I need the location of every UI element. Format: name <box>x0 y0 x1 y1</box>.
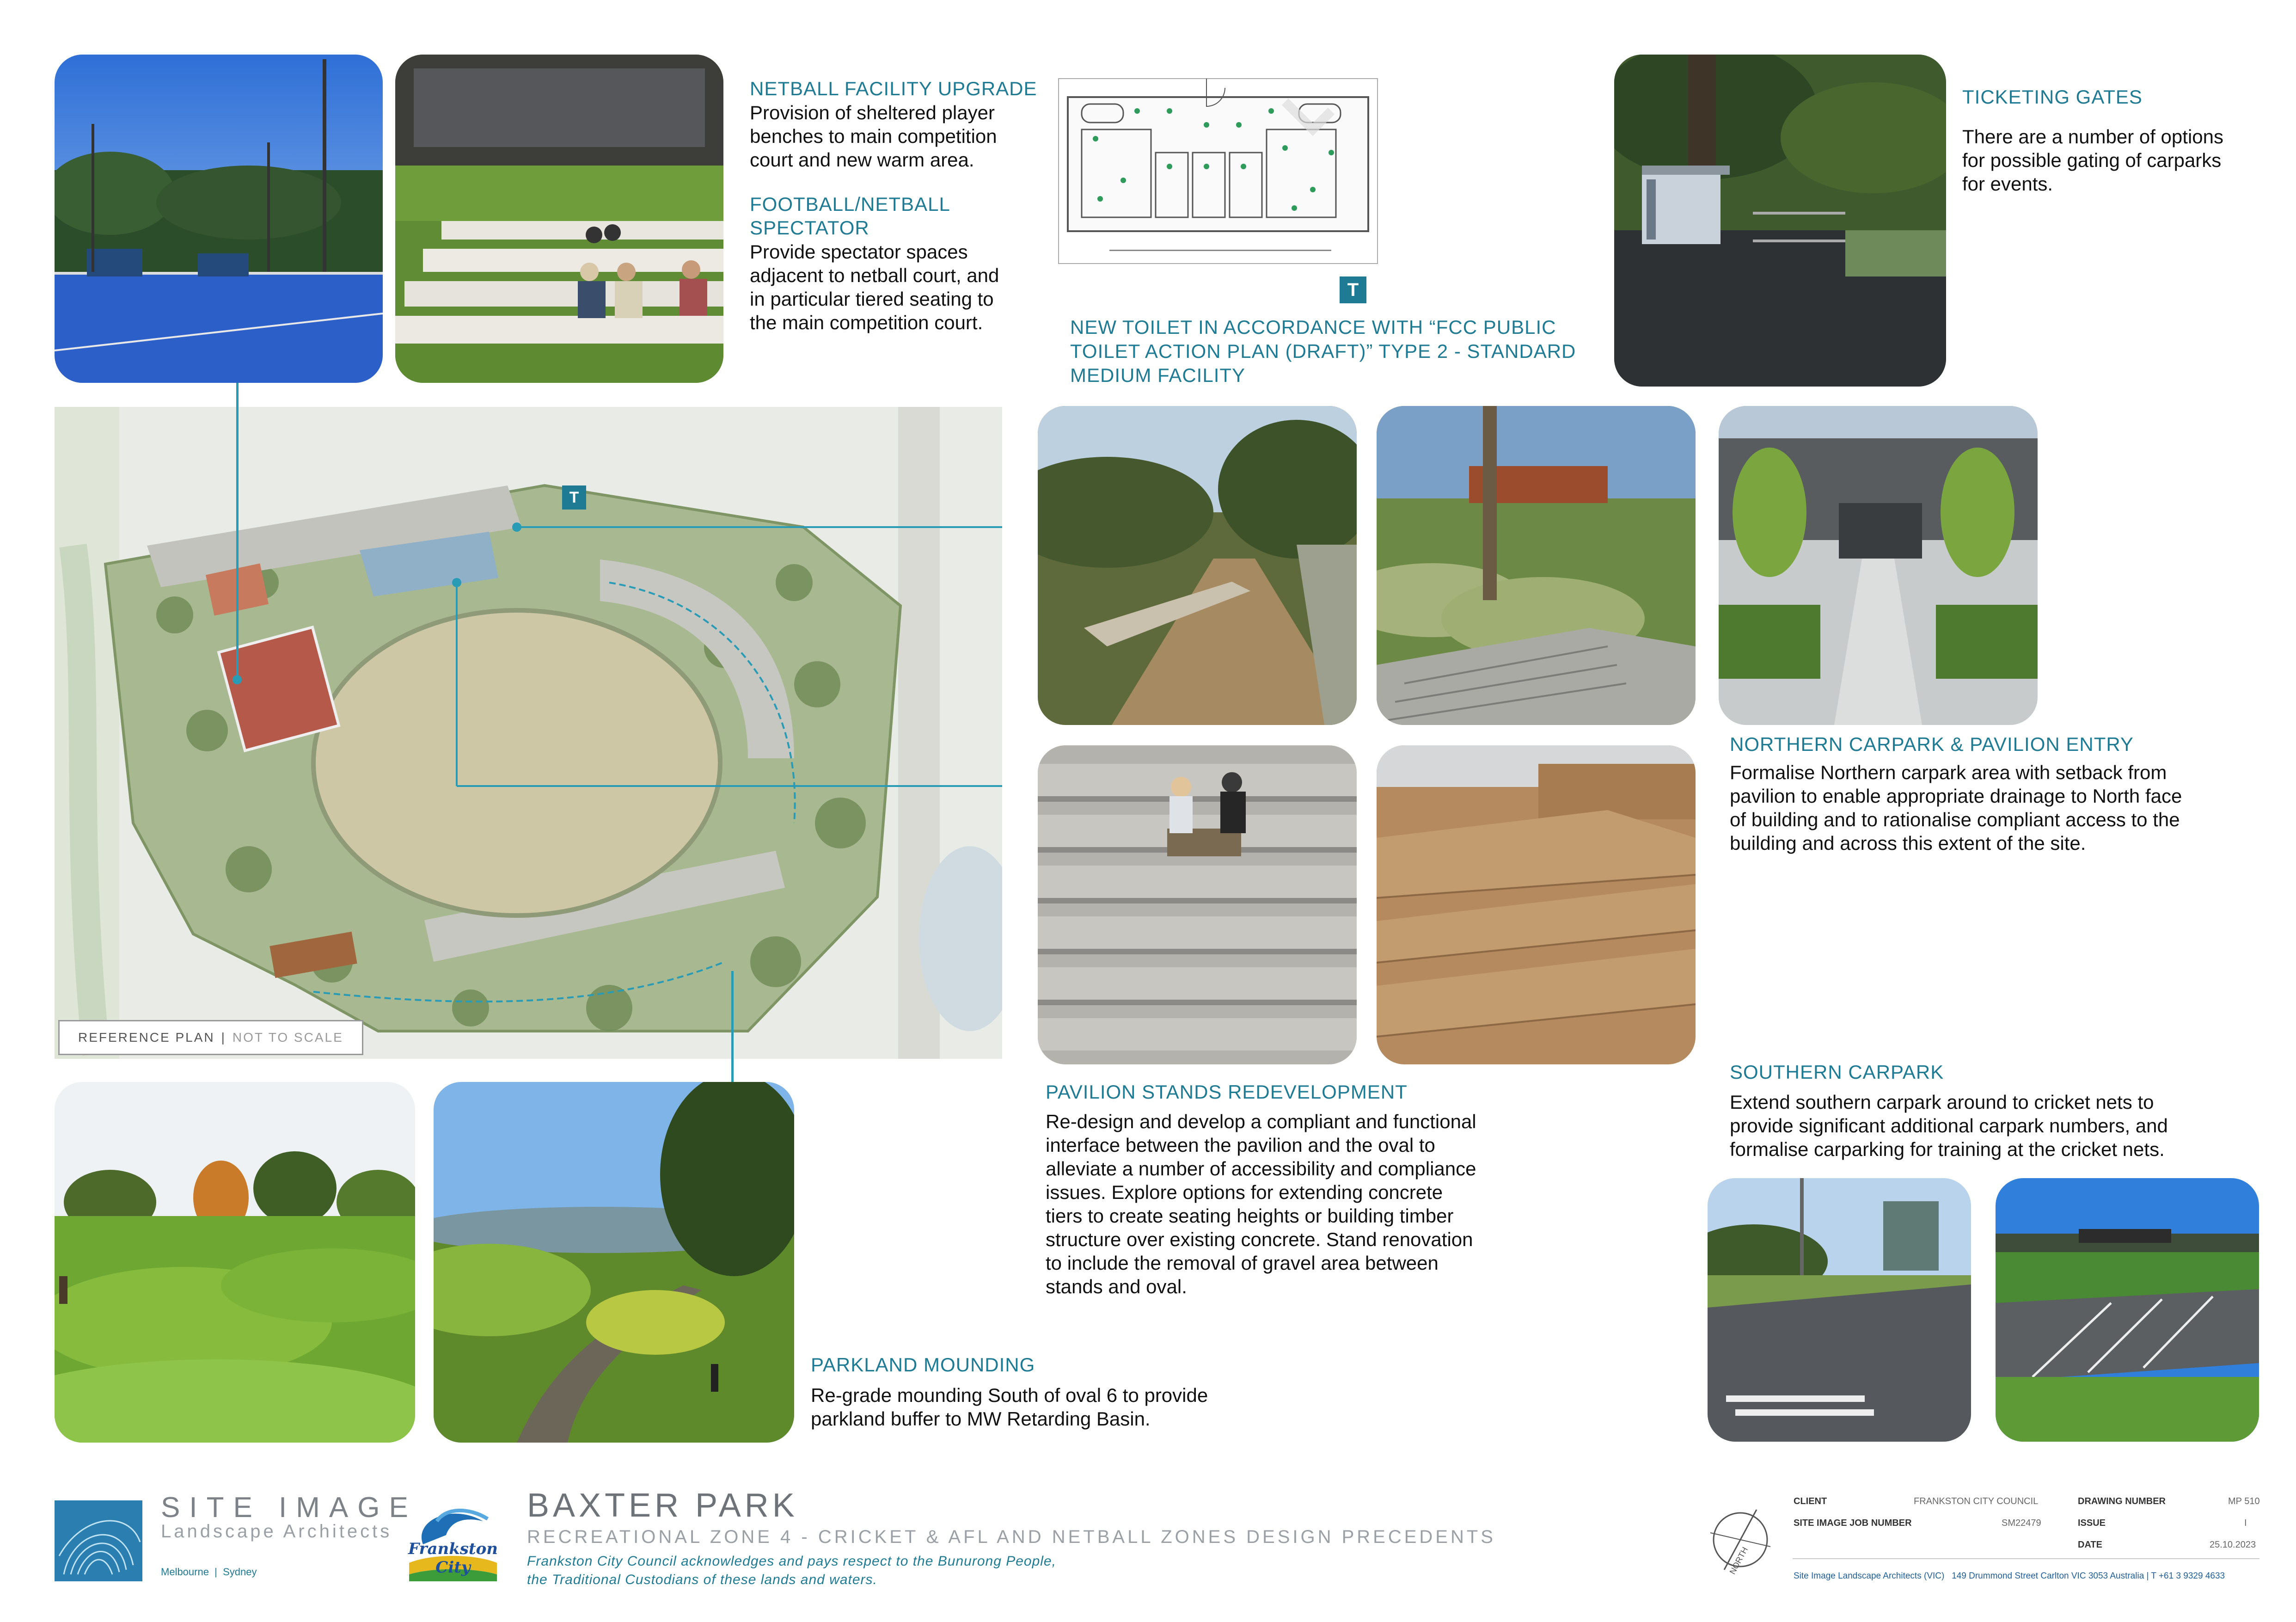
parkland-body: Re-grade mounding South of oval 6 to provide parkland buffer to MW Retarding Basin. <box>811 1384 1208 1430</box>
photo-parkland-mounds <box>55 1082 415 1443</box>
spectator-title-1: FOOTBALL/NETBALL <box>750 193 950 215</box>
north-label: NORTH <box>1727 1545 1750 1576</box>
reference-plan-label <box>58 1020 363 1055</box>
issue-label: ISSUE <box>2078 1518 2106 1528</box>
plan-label-sep: | <box>221 1030 226 1044</box>
photo-ticketing-gate <box>1614 55 1946 387</box>
date-value: 25.10.2023 <box>2210 1540 2256 1550</box>
acknowledgement-line-1: Frankston City Council acknowledges and pays respect to the Bunurong People, <box>527 1554 1056 1569</box>
firm-cities: Melbourne | Sydney <box>161 1566 257 1578</box>
firm-name: SITE IMAGE <box>161 1492 417 1524</box>
photo-pavilion-path <box>1038 406 1357 725</box>
plan-label-scale: NOT TO SCALE <box>232 1030 343 1044</box>
toilet-floor-plan <box>1054 69 1387 282</box>
pavilion-title: PAVILION STANDS REDEVELOPMENT <box>1046 1081 1408 1103</box>
leader-line-netball <box>236 383 239 679</box>
date-label: DATE <box>2078 1540 2102 1550</box>
spectator-body: Provide spectator spaces adjacent to netball court, and in particular tiered seating to the main competition court. <box>750 241 999 333</box>
northern-body: Formalise Northern carpark area with setback from pavilion to enable appropriate drainage to North face of building and to rationalise compliant access to the building and across this extent of the site. <box>1730 762 2182 854</box>
job-label: SITE IMAGE JOB NUMBER <box>1794 1518 1912 1528</box>
north-arrow-icon <box>1706 1505 1775 1574</box>
leader-line-parkland <box>731 971 734 1082</box>
project-title: BAXTER PARK <box>527 1487 798 1524</box>
acknowledgement-line-2: the Traditional Custodians of these lands and waters. <box>527 1572 877 1587</box>
plan-label-main: REFERENCE PLAN <box>78 1030 215 1044</box>
parkland-title: PARKLAND MOUNDING <box>811 1354 1035 1376</box>
toilet-title: NEW TOILET IN ACCORDANCE WITH “FCC PUBLIC TOILET ACTION PLAN (DRAFT)” TYPE 2 - STANDARD MEDIUM FACILITY <box>1070 316 1576 386</box>
photo-southern-carpark-1 <box>1708 1178 1971 1442</box>
toilet-badge: T <box>1340 276 1366 303</box>
photo-timber-seating <box>1377 745 1696 1064</box>
photo-northern-entry <box>1719 406 2038 725</box>
photo-tiered-seating <box>395 55 723 383</box>
title-block-divider <box>1793 1558 2259 1559</box>
ticketing-body: There are a number of options for possible gating of carparks for events. <box>1962 126 2223 195</box>
drawing-label: DRAWING NUMBER <box>2078 1496 2166 1506</box>
photo-concrete-tiers <box>1038 745 1357 1064</box>
job-value: SM22479 <box>2002 1518 2041 1528</box>
reference-plan <box>55 407 1002 1059</box>
photo-parkland-path <box>434 1082 794 1443</box>
project-subtitle: RECREATIONAL ZONE 4 - CRICKET & AFL AND NETBALL ZONES DESIGN PRECEDENTS <box>527 1527 1496 1547</box>
issue-value: I <box>2244 1518 2247 1528</box>
frankston-city-logo <box>395 1493 511 1581</box>
southern-title: SOUTHERN CARPARK <box>1730 1061 1944 1083</box>
photo-netball-court <box>55 55 383 383</box>
ticketing-title: TICKETING GATES <box>1962 86 2143 108</box>
drawing-value: MP 510 <box>2228 1496 2260 1506</box>
netball-body: Provision of sheltered player benches to main competition court and new warm area. <box>750 102 997 171</box>
client-value: FRANKSTON CITY COUNCIL <box>1914 1496 2039 1506</box>
site-image-logo <box>55 1500 142 1581</box>
southern-body: Extend southern carpark around to cricket nets to provide significant additional carpark numbers, and formalise carparking for training at the cricket nets. <box>1730 1091 2168 1160</box>
netball-title: NETBALL FACILITY UPGRADE <box>750 78 1037 99</box>
pavilion-body: Re-design and develop a compliant and functional interface between the pavilion and the oval to alleviate a number of accessibility and compliance issues. Explore options for extending concrete tiers to create seating heights or building timber structure over existing concrete. Stand renovation to include the removal of gravel area between stands and oval. <box>1046 1111 1476 1297</box>
frankston-city-text: Frankston City <box>408 1540 498 1577</box>
client-label: CLIENT <box>1794 1496 1827 1506</box>
firm-address: Site Image Landscape Architects (VIC) 149 Drummond Street Carlton VIC 3053 Australia | T +61 3 9329 4633 <box>1794 1571 2225 1581</box>
photo-pavilion-steps <box>1377 406 1696 725</box>
plan-toilet-badge: T <box>562 485 586 510</box>
firm-subtitle: Landscape Architects <box>161 1521 392 1542</box>
photo-southern-carpark-2 <box>1996 1178 2259 1442</box>
spectator-title-2: SPECTATOR <box>750 217 869 239</box>
northern-title: NORTHERN CARPARK & PAVILION ENTRY <box>1730 733 2134 755</box>
